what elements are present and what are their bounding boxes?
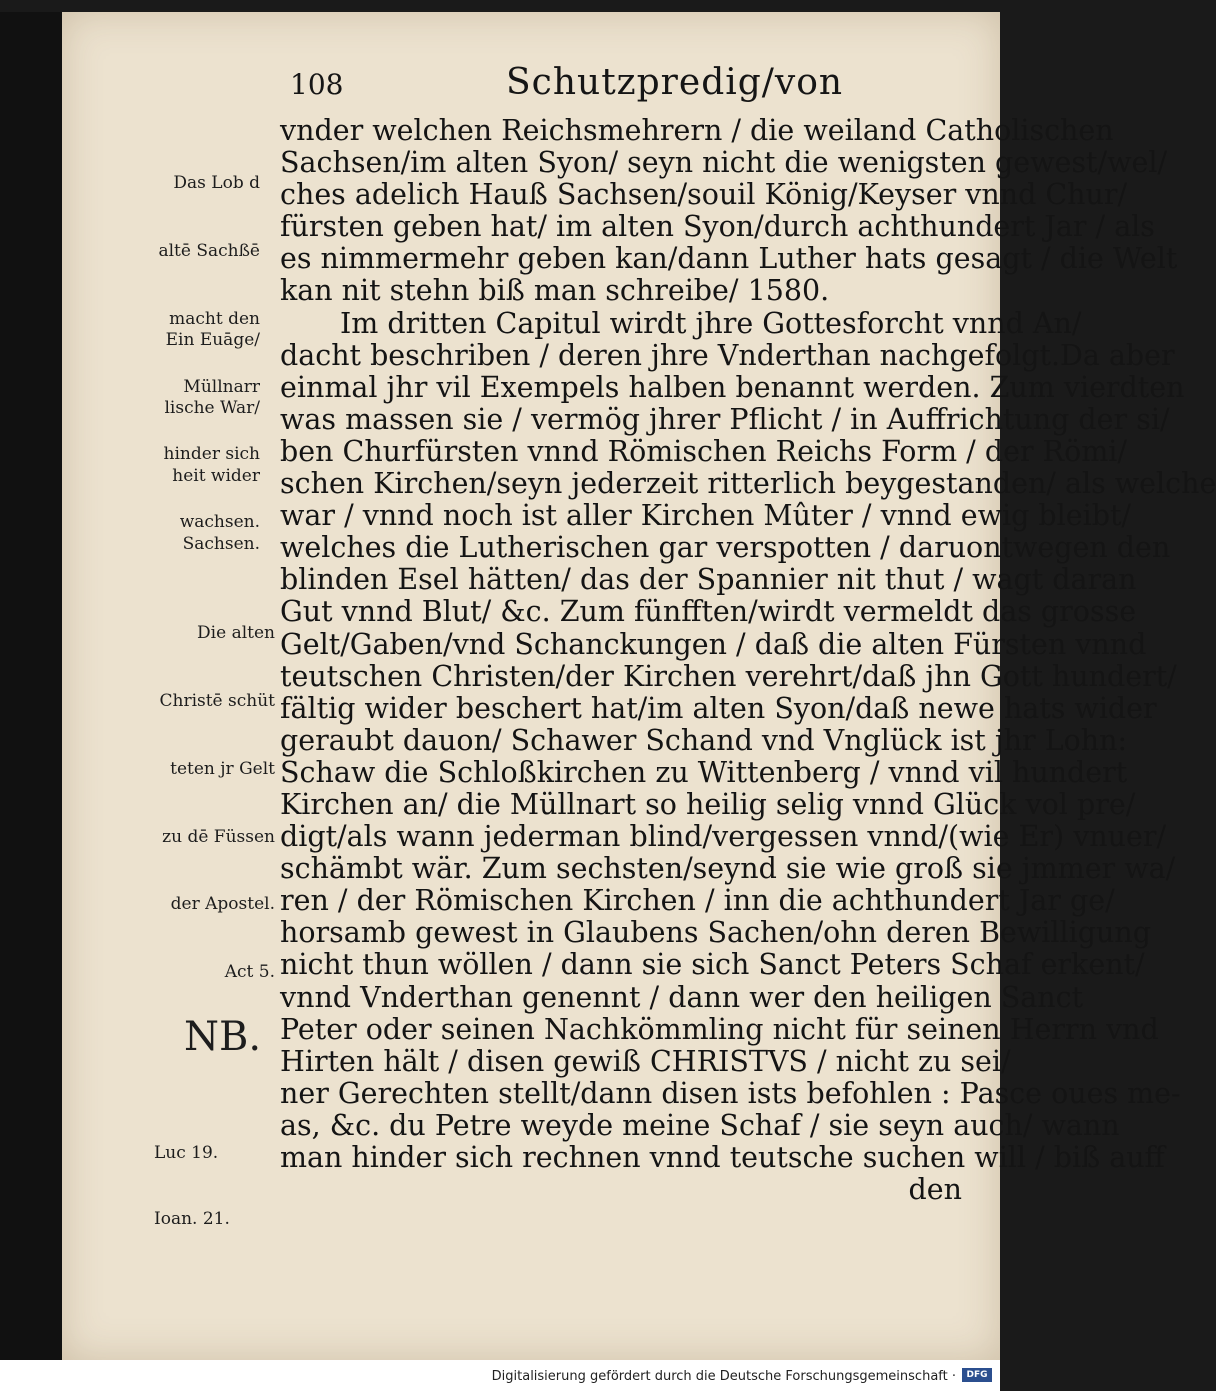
margin-note-line: hinder sich <box>163 444 260 465</box>
funding-credit: Digitalisierung gefördert durch die Deutsche Forschungsgemeinschaft · <box>491 1369 956 1384</box>
body-line: ren / der Römischen Kirchen / inn die achthundert Jar ge/ <box>280 884 1115 918</box>
margin-note-line: Ein Euāge/ <box>165 330 260 351</box>
body-line: ben Churfürsten vnnd Römischen Reichs Form / der Römi/ <box>280 434 1127 468</box>
margin-note-line: zu dē Füssen <box>162 826 275 847</box>
body-line: Hirten hält / disen gewiß CHRISTVS / nicht zu sei/ <box>280 1044 1011 1078</box>
body-line: horsamb gewest in Glaubens Sachen/ohn deren Bewilligung <box>280 916 1151 950</box>
body-line: blinden Esel hätten/ das der Spannier nit thut / wagt daran <box>280 563 1137 597</box>
margin-note-line: Die alten <box>197 623 275 644</box>
digitization-footer <box>0 1360 1000 1391</box>
body-line: Peter oder seinen Nachkömmling nicht für seinen Herrn vnd <box>280 1012 1159 1046</box>
body-line: fältig wider beschert hat/im alten Syon/daß newe hats wider <box>280 691 1157 725</box>
body-line: geraubt dauon/ Schawer Schand vnd Vnglück ist jhr Lohn: <box>280 723 1128 757</box>
body-line: Gut vnnd Blut/ &c. Zum fünfften/wirdt vermeldt das grosse <box>280 595 1137 629</box>
body-line: teutschen Christen/der Kirchen verehrt/daß jhn Gott hundert/ <box>280 659 1177 693</box>
body-line: nicht thun wöllen / dann sie sich Sanct Peters Schaf erkent/ <box>280 948 1145 982</box>
catchword: den <box>908 1173 962 1207</box>
margin-note-line: Act 5. <box>224 962 275 983</box>
body-line: as, &c. du Petre weyde meine Schaf / sie seyn auch/ wann <box>280 1108 1120 1142</box>
body-line: dacht beschriben / deren jhre Vnderthan nachgefolgt.Da aber <box>280 338 1175 372</box>
margin-note-line: Sachsen. <box>182 533 260 554</box>
body-line: Sachsen/im alten Syon/ seyn nicht die wenigsten gewest/wel/ <box>280 146 1168 180</box>
running-title: Schutzpredig/von <box>506 62 844 103</box>
body-line: war / vnnd noch ist aller Kirchen Mûter / vnnd ewig bleibt/ <box>280 499 1132 533</box>
body-line: ches adelich Hauß Sachsen/souil König/Keyser vnnd Chur/ <box>280 178 1128 212</box>
page-number: 108 <box>290 68 344 101</box>
margin-note-line: macht den <box>169 308 260 329</box>
margin-note-line: heit wider <box>172 465 260 486</box>
dfg-logo: DFG <box>962 1368 992 1382</box>
margin-note-line: Müllnarr <box>183 376 260 397</box>
margin-note-line: altē Sachßē <box>158 240 260 261</box>
body-line: schen Kirchen/seyn jederzeit ritterlich beygestanden/ als welche <box>280 467 1216 501</box>
margin-note <box>70 284 260 600</box>
book-page <box>62 12 1216 1360</box>
body-line: Im dritten Capitul wirdt jhre Gottesforcht vnnd An/ <box>340 306 1082 340</box>
body-line: fürsten geben hat/ im alten Syon/durch achthundert Jar / als <box>280 210 1155 244</box>
body-line: Gelt/Gaben/vnd Schanckungen / daß die alten Fürsten vnnd <box>280 627 1147 661</box>
body-line: welches die Lutherischen gar verspotten / daruontwegen den <box>280 531 1171 565</box>
body-line: digt/als wann jederman blind/vergessen vnnd/(wie Er) vnuer/ <box>280 820 1167 854</box>
body-line: Schaw die Schloßkirchen zu Wittenberg / vnnd vil hundert <box>280 755 1128 789</box>
body-text <box>280 114 1216 1207</box>
margin-note-line: wachsen. <box>179 512 260 533</box>
body-line: einmal jhr vil Exempels halben benannt werden. Zum vierdten <box>280 370 1185 404</box>
margin-note-line: Luc 19. <box>154 1143 219 1163</box>
body-line: schämbt wär. Zum sechsten/seynd sie wie groß sie jmmer wa/ <box>280 852 1176 886</box>
body-line: was massen sie / vermög jhrer Pflicht / in Auffrichtung der si/ <box>280 402 1170 436</box>
margin-note-line: der Apostel. <box>170 894 275 915</box>
body-line: es nimmermehr geben kan/dann Luther hats gesagt / die Welt <box>280 242 1178 276</box>
margin-note-references <box>154 1098 230 1274</box>
margin-note-line: Das Lob d <box>173 173 260 194</box>
page-header <box>260 58 980 108</box>
body-line: man hinder sich rechnen vnnd teutsche suchen will / biß auff <box>280 1141 1165 1174</box>
margin-note-line: teten jr Gelt <box>170 758 275 779</box>
book-spine-shadow <box>0 12 62 1360</box>
body-line: vnder welchen Reichsmehrern / die weiland Catholischen <box>280 114 1114 147</box>
margin-note-line: Ioan. 21. <box>154 1209 230 1229</box>
nota-bene-mark: NB. <box>184 1014 262 1060</box>
body-line: vnnd Vnderthan genennt / dann wer den heiligen Sanct <box>280 980 1084 1014</box>
body-line: ner Gerechten stellt/dann disen ists befohlen : Pasce oues me- <box>280 1076 1181 1110</box>
body-line: Kirchen an/ die Müllnart so heilig selig vnnd Glück vol pre/ <box>280 787 1136 821</box>
margin-note <box>70 577 275 1029</box>
margin-note-line: Christē schüt <box>159 690 275 711</box>
body-line: kan nit stehn biß man schreibe/ 1580. <box>280 274 830 308</box>
margin-note-line: lische War/ <box>164 397 260 418</box>
